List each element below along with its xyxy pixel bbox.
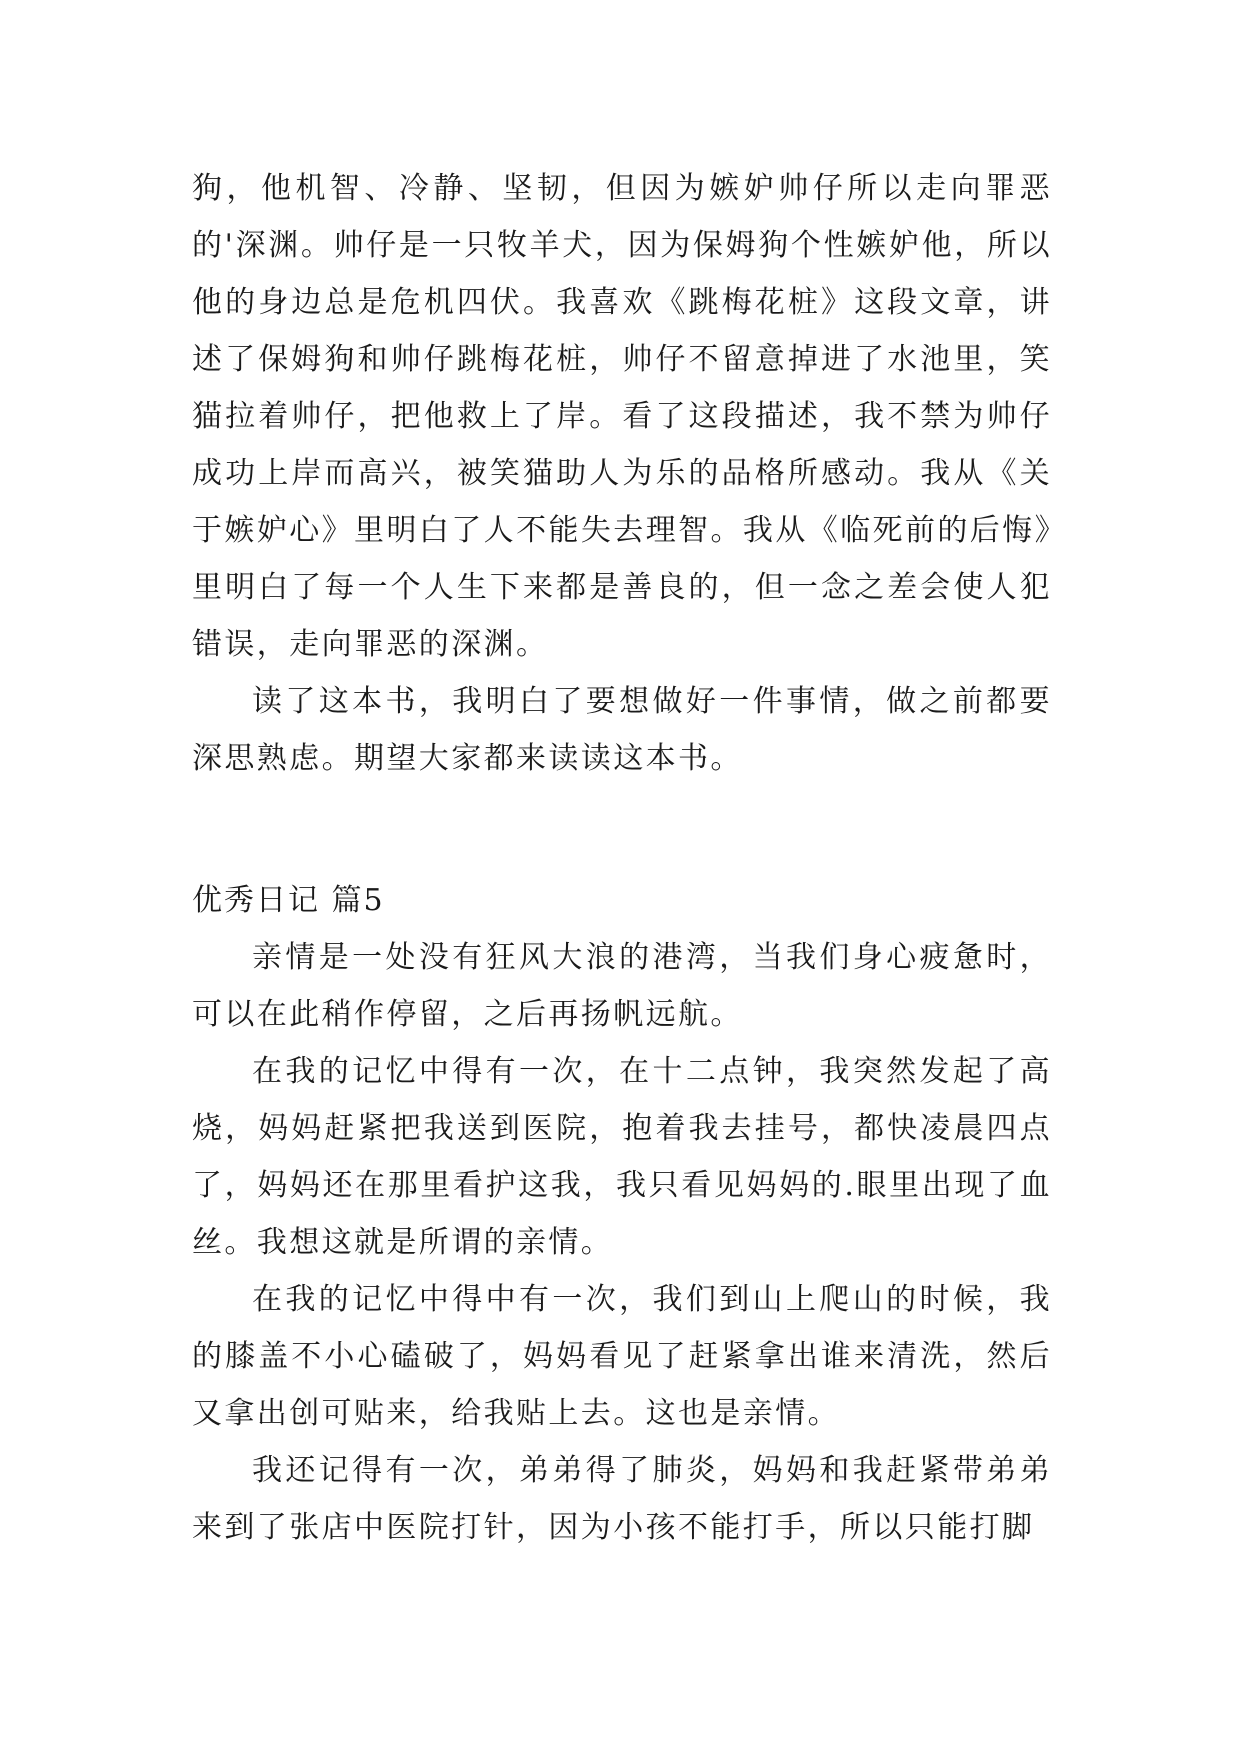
closing-paragraph: 读了这本书，我明白了要想做好一件事情，做之前都要深思熟虑。期望大家都来读读这本书。 bbox=[192, 684, 1052, 776]
section-paragraph-2: 在我的记忆中得有一次，在十二点钟，我突然发起了高烧，妈妈赶紧把我送到医院，抱着我去挂号，都快凌晨四点了，妈妈还在那里看护这我，我只看见妈妈的.眼里出现了血丝。我想这就是所谓的亲情。 bbox=[192, 1054, 1052, 1260]
continuation-paragraph: 狗，他机智、冷静、坚韧，但因为嫉妒帅仔所以走向罪恶的'深渊。帅仔是一只牧羊犬，因为保姆狗个性嫉妒他，所以他的身边总是危机四伏。我喜欢《跳梅花桩》这段文章，讲述了保姆狗和帅仔跳梅花桩，帅仔不留意掉进了水池里，笑猫拉着帅仔，把他救上了岸。看了这段描述，我不禁为帅仔成功上岸而高兴，被笑猫助人为乐的品格所感动。我从《关于嫉妒心》里明白了人不能失去理智。我从《临死前的后悔》里明白了每一个人生下来都是善良的，但一念之差会使人犯错误，走向罪恶的深渊。 bbox=[192, 171, 1052, 662]
section-paragraph-1: 亲情是一处没有狂风大浪的港湾，当我们身心疲惫时，可以在此稍作停留，之后再扬帆远航。 bbox=[192, 940, 1052, 1032]
section-title: 优秀日记 篇5 bbox=[192, 883, 385, 918]
section-paragraph-4: 我还记得有一次，弟弟得了肺炎，妈妈和我赶紧带弟弟来到了张店中医院打针，因为小孩不能打手，所以只能打脚 bbox=[192, 1453, 1052, 1545]
document-body bbox=[192, 160, 1052, 1556]
section-paragraph-3: 在我的记忆中得中有一次，我们到山上爬山的时候，我的膝盖不小心磕破了，妈妈看见了赶紧拿出谁来清洗，然后又拿出创可贴来，给我贴上去。这也是亲情。 bbox=[192, 1282, 1052, 1431]
